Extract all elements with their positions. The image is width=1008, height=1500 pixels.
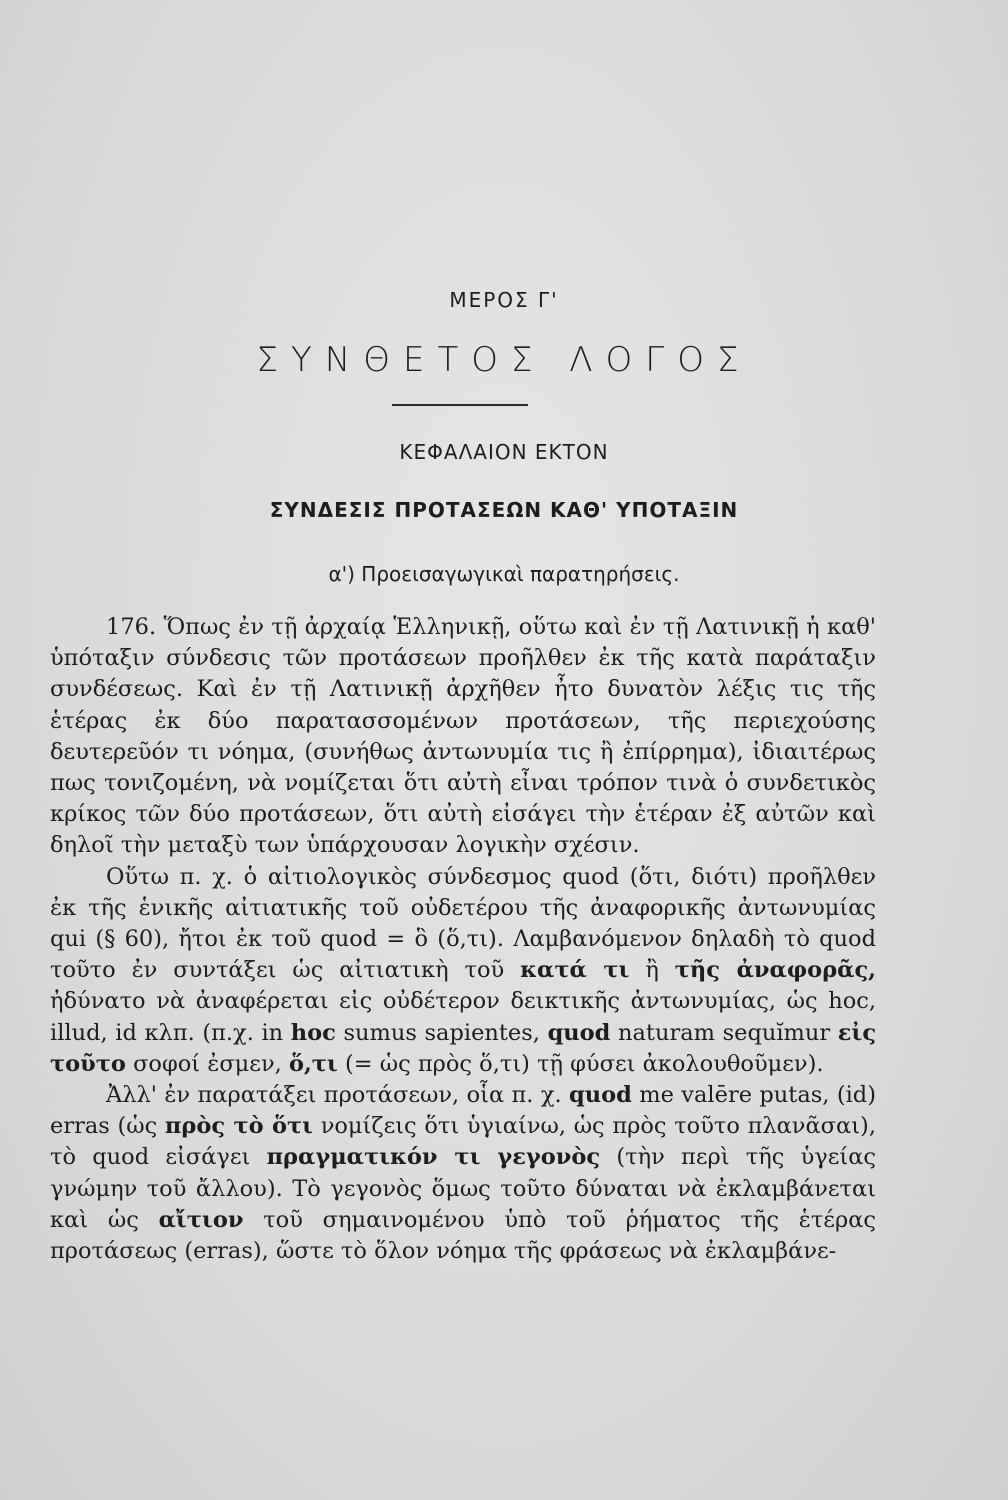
body-text bbox=[50, 612, 876, 1267]
paragraph-176: 176. Ὅπως ἐν τῇ ἀρχαίᾳ Ἑλληνικῇ, οὕτω καὶ ἐν τῇ Λατινικῇ ἡ καθ' ὑπόταξιν σύνδεσις τῶν προτάσεων προῆλθεν ἐκ τῆς κατὰ παράταξιν συνδέσεως. Καὶ ἐν τῇ Λατινικῇ ἀρχῆθεν ἦτο δυνατὸν λέξις τις τῆς ἑτέρας ἐκ δύο παρατασσομένων προτάσεων, τῆς περιεχούσης δευτερεῦόν τι νόημα, (συνήθως ἀντωνυμία τις ἢ ἐπίρρημα), ἰδιαιτέρως πως τονιζομένη, νὰ νομίζεται ὅτι αὐτὴ εἶναι τρόπον τινὰ ὁ συνδετικὸς κρίκος τῶν δύο προτάσεων, ὅτι αὐτὴ εἰσάγει τὴν ἑτέραν ἐξ αὐτῶν καὶ δηλοῖ τὴν μεταξὺ των ὑπάρχουσαν λογικὴν σχέσιν. bbox=[50, 614, 876, 859]
section-title: ΣΥΝΔΕΣΙΣ ΠΡΟΤΑΣΕΩΝ ΚΑΘ' ΥΠΟΤΑΞΙΝ bbox=[269, 498, 739, 522]
chapter-label: ΚΕΦΑΛΑΙΟΝ ΕΚΤΟΝ bbox=[399, 440, 609, 464]
part-title: ΣΥΝΘΕΤΟΣ ΛΟΓΟΣ bbox=[256, 340, 752, 380]
paragraph-parataxis: Ἀλλ' ἐν παρατάξει προτάσεων, οἷα π. χ. quod me valēre putas, (id) erras (ὡς πρὸς τὸ ὅτι νομίζεις ὅτι ὑγιαίνω, ὡς πρὸς τοῦτο πλανᾶσαι), τὸ quod εἰσάγει πραγματικόν τι γεγονὸς (τὴν περὶ τῆς ὑγείας γνώμην τοῦ ἄλλου). Τὸ γεγονὸς ὅμως τοῦτο δύναται νὰ ἐκλαμβάνεται καὶ ὡς αἴτιον τοῦ σημαινομένου ὑπὸ τοῦ ῥήματος τῆς ἑτέρας προτάσεως (erras), ὥστε τὸ ὅλον νόημα τῆς φράσεως νὰ ἐκλαμβάνε- bbox=[50, 1082, 876, 1265]
title-divider bbox=[392, 404, 528, 406]
paragraph-quod-origin: Οὕτω π. χ. ὁ αἰτιολογικὸς σύνδεσμος quod (ὅτι, διότι) προῆλθεν ἐκ τῆς ἑνικῆς αἰτιατικῆς τοῦ οὐδετέρου τῆς ἀναφορικῆς ἀντωνυμίας qui (§ 60), ἤτοι ἐκ τοῦ quod = ὃ (ὅ,τι). Λαμβανόμενον δηλαδὴ τὸ quod τοῦτο ἐν συντάξει ὡς αἰτιατικὴ τοῦ κατά τι ἢ τῆς ἀναφορᾶς, ἠδύνατο νὰ ἀναφέρεται εἰς οὐδέτερον δεικτικῆς ἀντωνυμίας, ὡς hoc, illud, id κλπ. (π.χ. in hoc sumus sapientes, quod naturam sequĭmur εἰς τοῦτο σοφοί ἐσμεν, ὅ,τι (= ὡς πρὸς ὅ,τι) τῇ φύσει ἀκολουθοῦμεν). bbox=[50, 863, 877, 1077]
subsection-title: α') Προεισαγωγικαὶ παρατηρήσεις. bbox=[328, 562, 680, 586]
part-label: ΜΕΡΟΣ Γ' bbox=[449, 288, 559, 312]
